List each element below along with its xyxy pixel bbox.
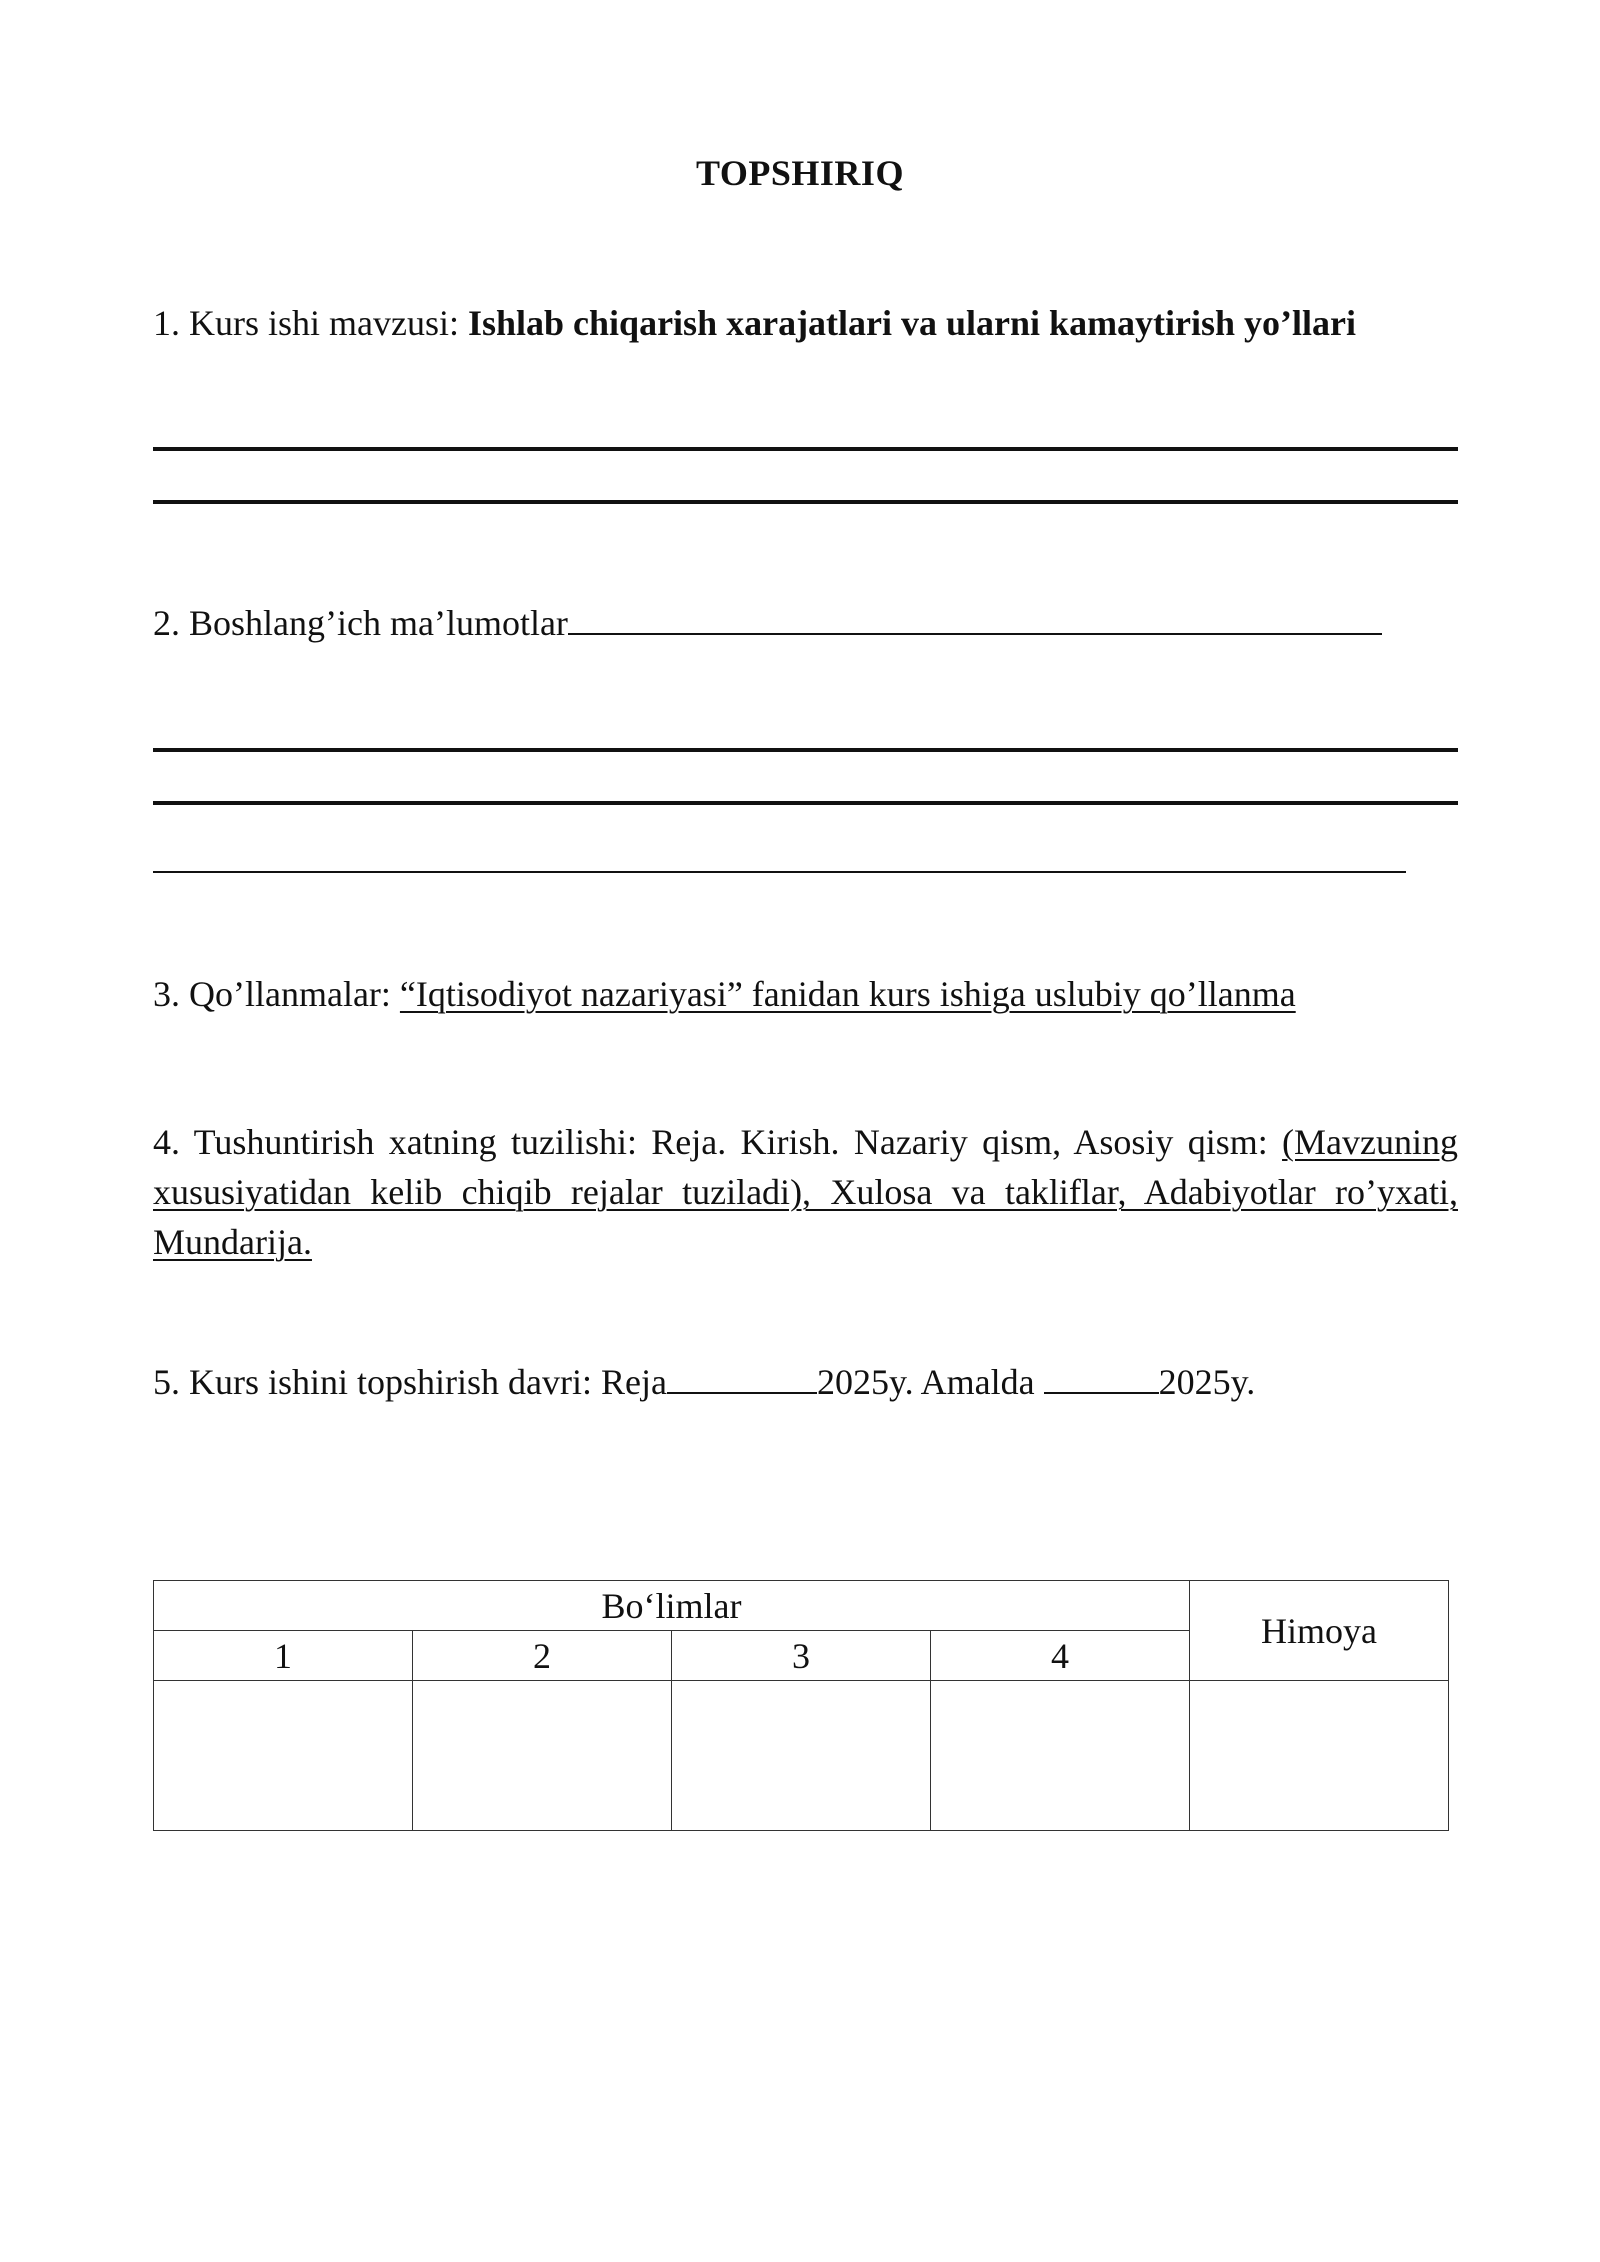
item-4-paragraph (153, 1117, 1458, 1267)
item-3-line (153, 973, 1296, 1015)
document-title: TOPSHIRIQ (696, 153, 904, 193)
sections-table (153, 1580, 1449, 1831)
defense-header: Himoya (1190, 1581, 1449, 1681)
item-5-year-2: 2025y. (1158, 1362, 1256, 1402)
sections-header: Bo‘limlar (154, 1581, 1190, 1631)
item-5-plan-date-blank[interactable] (667, 1364, 817, 1394)
item-1-topic: Ishlab chiqarish xarajatlari va ularni kamaytirish yo’llari (467, 303, 1357, 343)
item-2-answer-line-3 (153, 871, 1406, 873)
section-2-cell[interactable] (413, 1681, 672, 1831)
section-column-3: 3 (672, 1631, 931, 1681)
item-4-label: 4. Tushuntirish xatning tuzilishi: Reja. Kirish. Nazariy qism, Asosiy qism: (153, 1122, 1283, 1162)
defense-cell[interactable] (1190, 1681, 1449, 1831)
item-2-answer-line-2 (153, 801, 1458, 805)
section-column-1: 1 (154, 1631, 413, 1681)
section-1-cell[interactable] (154, 1681, 413, 1831)
item-2-label: 2. Boshlang’ich ma’lumotlar (153, 603, 568, 643)
section-4-cell[interactable] (931, 1681, 1190, 1831)
item-3-value: “Iqtisodiyot nazariyasi” fanidan kurs ishiga uslubiy qo’llanma (399, 974, 1296, 1014)
section-column-4: 4 (931, 1631, 1190, 1681)
item-2-blank[interactable] (568, 605, 1382, 635)
item-2-line (153, 602, 1382, 644)
section-column-2: 2 (413, 1631, 672, 1681)
item-5-year-1: 2025y. Amalda (816, 1362, 1044, 1402)
item-5-actual-date-blank[interactable] (1044, 1364, 1159, 1394)
item-5-line (153, 1361, 1255, 1403)
item-3-label: 3. Qo’llanmalar: (153, 974, 400, 1014)
item-1-label: 1. Kurs ishi mavzusi: (153, 303, 459, 343)
item-2-answer-line-1 (153, 748, 1458, 752)
section-3-cell[interactable] (672, 1681, 931, 1831)
item-1-answer-line-1 (153, 447, 1458, 451)
item-4-value: (Mavzuning xususiyatidan kelib chiqib rejalar tuziladi), Xulosa va takliflar, Adabiyotlar ro’yxati, Mundarija. (153, 1122, 1458, 1262)
item-1-answer-line-2 (153, 500, 1458, 504)
item-1-topic-line (153, 302, 1356, 344)
item-5-label: 5. Kurs ishini topshirish davri: Reja (153, 1362, 667, 1402)
